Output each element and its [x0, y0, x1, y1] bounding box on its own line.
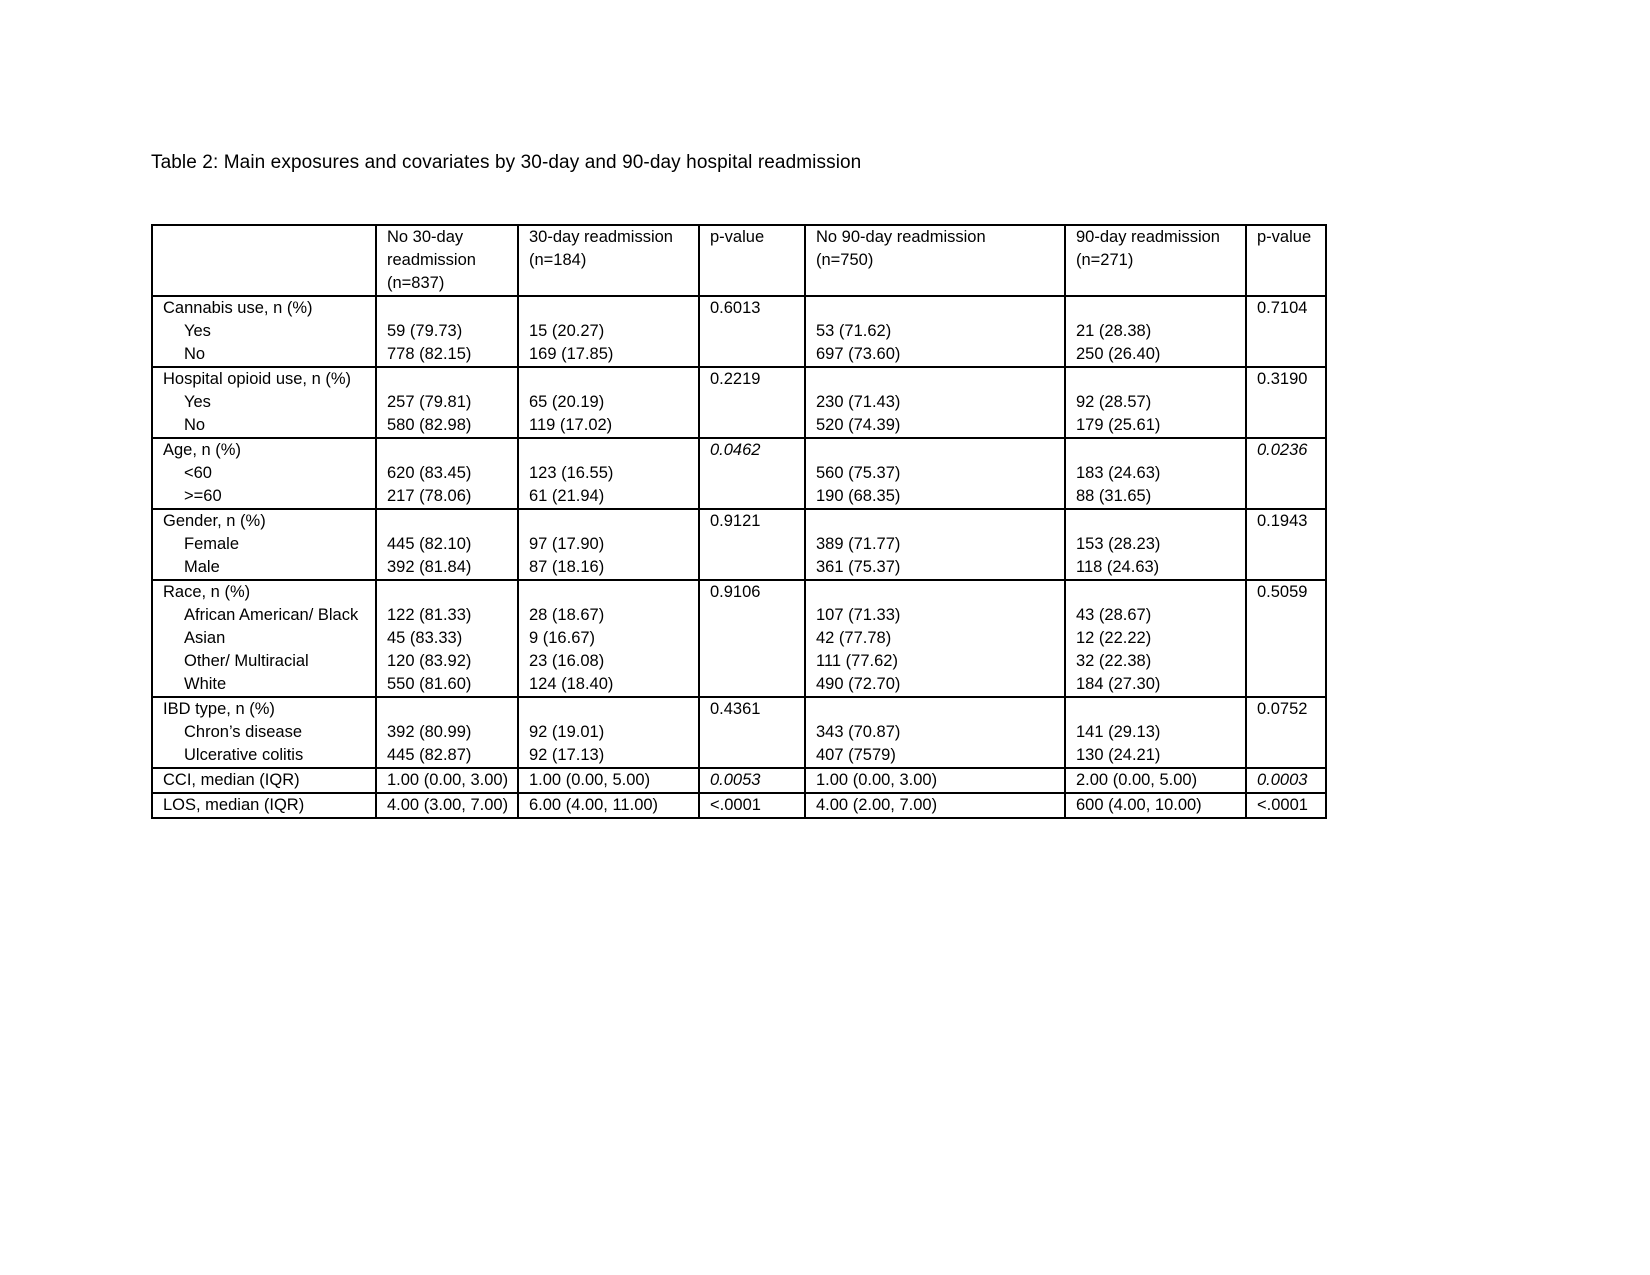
30-day-value: 92 (17.13): [529, 746, 605, 764]
p-value-30-cell: [699, 697, 805, 768]
p-value-90-cell: [1246, 509, 1326, 580]
no-30-day-value: 45 (83.33): [387, 629, 463, 647]
90-day-value: 92 (28.57): [1076, 393, 1152, 411]
no-90-day-value: 1.00 (0.00, 3.00): [816, 771, 938, 789]
p-value-90: 0.5059: [1257, 583, 1308, 601]
90-day-value-cell: [1065, 509, 1246, 580]
spacer: [816, 297, 1064, 320]
spacer: [529, 368, 698, 391]
no-30-day-value: 1.00 (0.00, 3.00): [387, 771, 509, 789]
group-row: [152, 697, 1326, 768]
row-label-cell: [152, 296, 376, 367]
30-day-value: 92 (19.01): [529, 723, 605, 741]
spacer: [1076, 368, 1245, 391]
no-90-day-value: 343 (70.87): [816, 723, 901, 741]
header-p-value-90: [1246, 225, 1326, 296]
p-value-30-cell: [699, 367, 805, 438]
row-label-cell: [152, 793, 376, 818]
row-label: CCI, median (IQR): [163, 771, 300, 789]
sub-row-label: <60: [184, 464, 212, 482]
header-text: readmission: [387, 251, 476, 269]
90-day-value: 183 (24.63): [1076, 464, 1161, 482]
p-value-30-cell: [699, 768, 805, 793]
30-day-value: 1.00 (0.00, 5.00): [529, 771, 651, 789]
p-value-30-cell: [699, 296, 805, 367]
p-value-90: 0.7104: [1257, 299, 1308, 317]
no-30-day-value-cell: [376, 697, 518, 768]
p-value-30: <.0001: [710, 796, 761, 814]
no-90-day-value: 697 (73.60): [816, 345, 901, 363]
30-day-value: 124 (18.40): [529, 675, 614, 693]
spacer: [387, 439, 517, 462]
p-value-90: 0.0236: [1257, 441, 1308, 459]
no-90-day-value: 407 (7579): [816, 746, 896, 764]
group-label: IBD type, n (%): [163, 700, 275, 718]
90-day-value-cell: [1065, 367, 1246, 438]
90-day-value: 250 (26.40): [1076, 345, 1161, 363]
90-day-value-cell: [1065, 793, 1246, 818]
30-day-value-cell: [518, 768, 699, 793]
p-value-90-cell: [1246, 367, 1326, 438]
header-text: p-value: [710, 228, 765, 246]
no-30-day-value-cell: [376, 580, 518, 697]
spacer: [387, 368, 517, 391]
90-day-value-cell: [1065, 438, 1246, 509]
header-30-day: [518, 225, 699, 296]
p-value-90-cell: [1246, 296, 1326, 367]
no-90-day-value: 42 (77.78): [816, 629, 892, 647]
p-value-30-cell: [699, 438, 805, 509]
90-day-value-cell: [1065, 580, 1246, 697]
30-day-value-cell: [518, 580, 699, 697]
no-90-day-value-cell: [805, 580, 1065, 697]
spacer: [387, 698, 517, 721]
spacer: [1076, 439, 1245, 462]
p-value-30: 0.0053: [710, 771, 761, 789]
no-30-day-value: 392 (80.99): [387, 723, 472, 741]
30-day-value: 15 (20.27): [529, 322, 605, 340]
p-value-90-cell: [1246, 438, 1326, 509]
30-day-value-cell: [518, 367, 699, 438]
summary-row: [152, 793, 1326, 818]
header-no-30-day: [376, 225, 518, 296]
p-value-90: 0.3190: [1257, 370, 1308, 388]
90-day-value-cell: [1065, 768, 1246, 793]
header-text: (n=184): [529, 251, 587, 269]
no-30-day-value: 778 (82.15): [387, 345, 472, 363]
spacer: [529, 297, 698, 320]
no-30-day-value: 4.00 (3.00, 7.00): [387, 796, 509, 814]
header-text: No 30-day: [387, 228, 464, 246]
row-label: LOS, median (IQR): [163, 796, 305, 814]
header-text: 30-day readmission: [529, 228, 673, 246]
90-day-value: 153 (28.23): [1076, 535, 1161, 553]
row-label-cell: [152, 580, 376, 697]
no-30-day-value: 392 (81.84): [387, 558, 472, 576]
group-row: [152, 296, 1326, 367]
group-row: [152, 438, 1326, 509]
row-label-cell: [152, 367, 376, 438]
no-30-day-value-cell: [376, 768, 518, 793]
30-day-value: 87 (18.16): [529, 558, 605, 576]
group-row: [152, 367, 1326, 438]
p-value-30: 0.4361: [710, 700, 761, 718]
no-90-day-value: 490 (72.70): [816, 675, 901, 693]
sub-row-label: Yes: [184, 393, 211, 411]
no-90-day-value: 560 (75.37): [816, 464, 901, 482]
30-day-value: 119 (17.02): [529, 416, 613, 434]
no-90-day-value: 107 (71.33): [816, 606, 901, 624]
30-day-value-cell: [518, 296, 699, 367]
spacer: [529, 510, 698, 533]
sub-row-label: Chron’s disease: [184, 723, 303, 741]
90-day-value: 21 (28.38): [1076, 322, 1152, 340]
no-90-day-value: 53 (71.62): [816, 322, 892, 340]
p-value-90: 0.1943: [1257, 512, 1308, 530]
no-90-day-value: 389 (71.77): [816, 535, 901, 553]
sub-row-label: Ulcerative colitis: [184, 746, 304, 764]
spacer: [816, 368, 1064, 391]
header-no-90-day: [805, 225, 1065, 296]
sub-row-label: Asian: [184, 629, 226, 647]
90-day-value: 184 (27.30): [1076, 675, 1161, 693]
30-day-value-cell: [518, 793, 699, 818]
30-day-value: 61 (21.94): [529, 487, 605, 505]
no-30-day-value: 445 (82.10): [387, 535, 472, 553]
header-90-day: [1065, 225, 1246, 296]
90-day-value: 12 (22.22): [1076, 629, 1152, 647]
group-label: Age, n (%): [163, 441, 241, 459]
30-day-value: 123 (16.55): [529, 464, 614, 482]
30-day-value-cell: [518, 438, 699, 509]
90-day-value: 118 (24.63): [1076, 558, 1160, 576]
sub-row-label: >=60: [184, 487, 222, 505]
90-day-value: 600 (4.00, 10.00): [1076, 796, 1202, 814]
p-value-90-cell: [1246, 697, 1326, 768]
header-text: (n=750): [816, 251, 874, 269]
no-90-day-value-cell: [805, 697, 1065, 768]
sub-row-label: Yes: [184, 322, 211, 340]
30-day-value: 28 (18.67): [529, 606, 605, 624]
spacer: [816, 510, 1064, 533]
p-value-90: <.0001: [1257, 796, 1308, 814]
no-90-day-value: 230 (71.43): [816, 393, 901, 411]
header-row: [152, 225, 1326, 296]
p-value-90: 0.0752: [1257, 700, 1308, 718]
no-30-day-value: 257 (79.81): [387, 393, 472, 411]
p-value-30: 0.9106: [710, 583, 761, 601]
no-30-day-value: 445 (82.87): [387, 746, 472, 764]
30-day-value: 9 (16.67): [529, 629, 596, 647]
spacer: [1076, 510, 1245, 533]
90-day-value-cell: [1065, 296, 1246, 367]
no-90-day-value-cell: [805, 768, 1065, 793]
spacer: [1076, 297, 1245, 320]
p-value-90-cell: [1246, 580, 1326, 697]
spacer: [529, 698, 698, 721]
no-30-day-value: 217 (78.06): [387, 487, 472, 505]
sub-row-label: Male: [184, 558, 220, 576]
spacer: [387, 297, 517, 320]
no-90-day-value: 520 (74.39): [816, 416, 901, 434]
header-p-value-30: [699, 225, 805, 296]
header-text: (n=271): [1076, 251, 1134, 269]
p-value-30: 0.9121: [710, 512, 761, 530]
90-day-value-cell: [1065, 697, 1246, 768]
sub-row-label: No: [184, 345, 206, 363]
p-value-30: 0.0462: [710, 441, 761, 459]
p-value-90: 0.0003: [1257, 771, 1308, 789]
sub-row-label: Other/ Multiracial: [184, 652, 309, 670]
sub-row-label: African American/ Black: [184, 606, 359, 624]
header-text: No 90-day readmission: [816, 228, 986, 246]
no-90-day-value: 111 (77.62): [816, 652, 898, 670]
p-value-30: 0.6013: [710, 299, 761, 317]
no-30-day-value-cell: [376, 296, 518, 367]
spacer: [816, 698, 1064, 721]
spacer: [387, 510, 517, 533]
30-day-value-cell: [518, 697, 699, 768]
90-day-value: 141 (29.13): [1076, 723, 1161, 741]
row-label-cell: [152, 509, 376, 580]
90-day-value: 88 (31.65): [1076, 487, 1152, 505]
spacer: [816, 439, 1064, 462]
30-day-value: 23 (16.08): [529, 652, 605, 670]
sub-row-label: No: [184, 416, 206, 434]
90-day-value: 43 (28.67): [1076, 606, 1152, 624]
header-text: p-value: [1257, 228, 1312, 246]
spacer: [1076, 698, 1245, 721]
group-label: Gender, n (%): [163, 512, 266, 530]
row-label-cell: [152, 697, 376, 768]
p-value-90-cell: [1246, 793, 1326, 818]
no-30-day-value-cell: [376, 438, 518, 509]
no-30-day-value: 122 (81.33): [387, 606, 472, 624]
sub-row-label: Female: [184, 535, 240, 553]
no-30-day-value: 550 (81.60): [387, 675, 472, 693]
no-90-day-value: 361 (75.37): [816, 558, 901, 576]
no-30-day-value-cell: [376, 367, 518, 438]
header-cell-empty: [152, 225, 376, 296]
30-day-value: 65 (20.19): [529, 393, 605, 411]
p-value-30-cell: [699, 509, 805, 580]
spacer: [816, 581, 1064, 604]
30-day-value: 97 (17.90): [529, 535, 605, 553]
p-value-30-cell: [699, 793, 805, 818]
no-90-day-value: 4.00 (2.00, 7.00): [816, 796, 938, 814]
spacer: [529, 439, 698, 462]
group-label: Race, n (%): [163, 583, 251, 601]
no-90-day-value-cell: [805, 793, 1065, 818]
no-90-day-value: 190 (68.35): [816, 487, 901, 505]
header-text: (n=837): [387, 274, 445, 292]
p-value-30-cell: [699, 580, 805, 697]
no-30-day-value: 580 (82.98): [387, 416, 472, 434]
readmission-table: [151, 224, 1327, 819]
no-30-day-value: 59 (79.73): [387, 322, 463, 340]
no-30-day-value: 620 (83.45): [387, 464, 472, 482]
30-day-value-cell: [518, 509, 699, 580]
spacer: [387, 581, 517, 604]
group-row: [152, 509, 1326, 580]
no-30-day-value-cell: [376, 509, 518, 580]
row-label-cell: [152, 768, 376, 793]
no-90-day-value-cell: [805, 438, 1065, 509]
group-row: [152, 580, 1326, 697]
no-90-day-value-cell: [805, 367, 1065, 438]
30-day-value: 169 (17.85): [529, 345, 614, 363]
group-label: Hospital opioid use, n (%): [163, 370, 352, 388]
spacer: [1076, 581, 1245, 604]
no-90-day-value-cell: [805, 509, 1065, 580]
spacer: [529, 581, 698, 604]
90-day-value: 179 (25.61): [1076, 416, 1161, 434]
90-day-value: 2.00 (0.00, 5.00): [1076, 771, 1198, 789]
p-value-90-cell: [1246, 768, 1326, 793]
90-day-value: 32 (22.38): [1076, 652, 1152, 670]
row-label-cell: [152, 438, 376, 509]
no-30-day-value: 120 (83.92): [387, 652, 472, 670]
summary-row: [152, 768, 1326, 793]
sub-row-label: White: [184, 675, 227, 693]
header-text: 90-day readmission: [1076, 228, 1220, 246]
group-label: Cannabis use, n (%): [163, 299, 313, 317]
table-title: Table 2: Main exposures and covariates by 30-day and 90-day hospital readmission: [151, 152, 862, 173]
90-day-value: 130 (24.21): [1076, 746, 1161, 764]
30-day-value: 6.00 (4.00, 11.00): [529, 796, 659, 814]
p-value-30: 0.2219: [710, 370, 761, 388]
no-30-day-value-cell: [376, 793, 518, 818]
no-90-day-value-cell: [805, 296, 1065, 367]
